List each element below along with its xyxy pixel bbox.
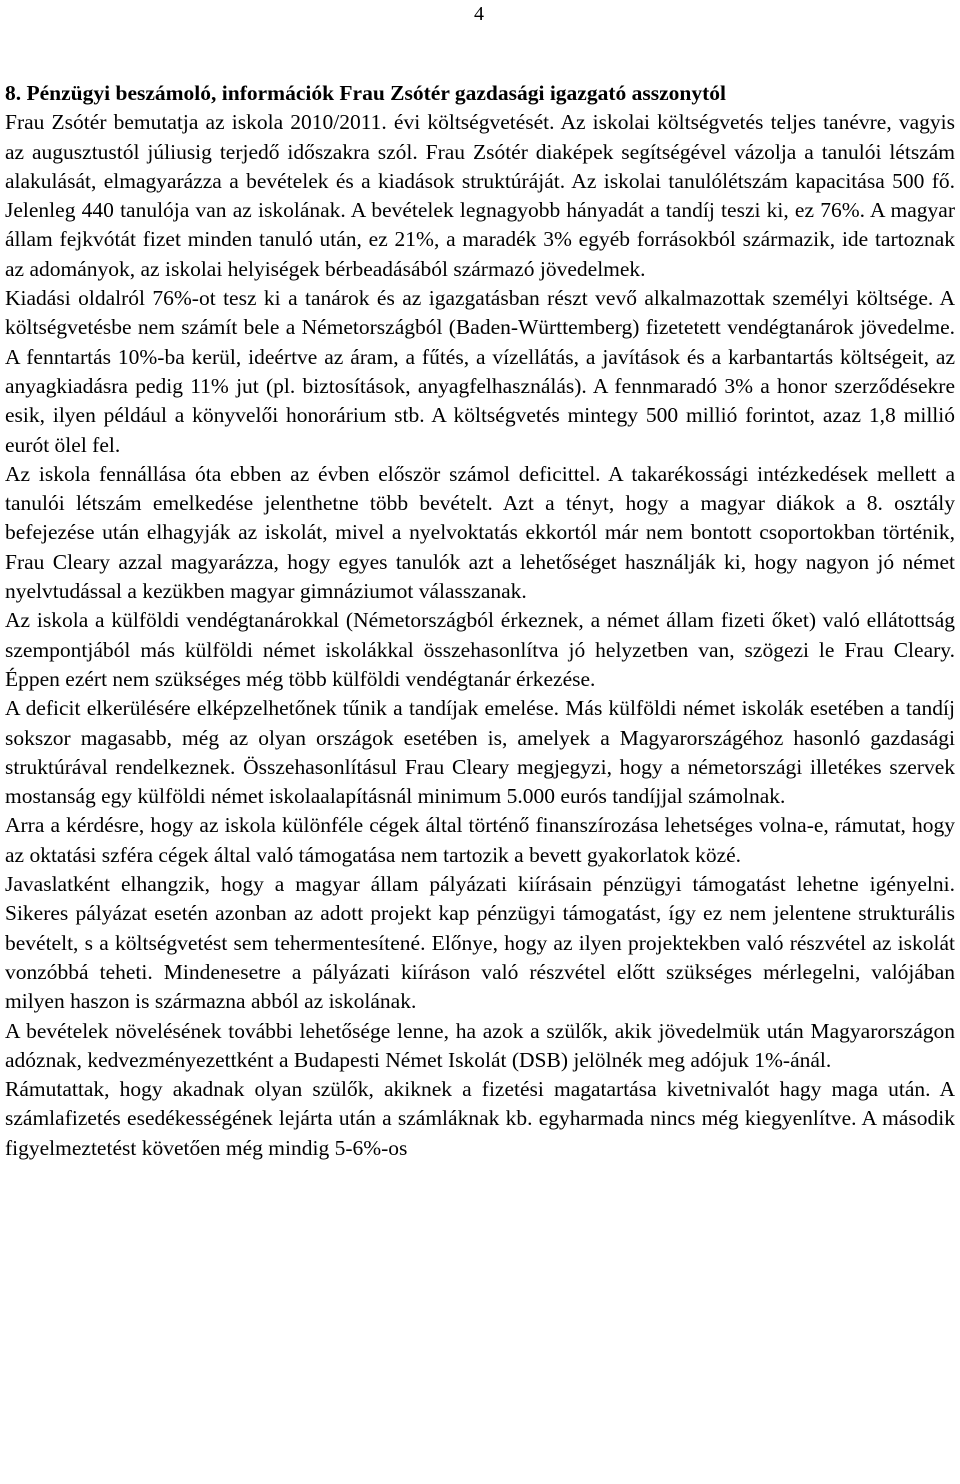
paragraph-payment-behaviour: Rámutattak, hogy akadnak olyan szülők, akiknek a fizetési magatartása kivetnivalót hagy maga után. A számlafizetés esedékességének lejárta után a számláknak kb. egyharmada nincs még kiegyenlítve. A második figyelmeztetést követően még mindig 5-6%-os — [5, 1077, 955, 1160]
paragraph-company-funding: Arra a kérdésre, hogy az iskola különféle cégek által történő finanszírozása lehetséges volna-e, rámutat, hogy az oktatási szféra cégek által való támogatása nem tartozik a bevett gyakorlatok közé. — [5, 813, 955, 867]
paragraph-tax-one-percent: A bevételek növelésének további lehetősége lenne, ha azok a szülők, akik jövedelmük után Magyarországon adóznak, kedvezményezettként a Budapesti Német Iskolát (DSB) jelölnék meg adójuk 1%-ánál. — [5, 1018, 955, 1072]
paragraph-budget-overview: Frau Zsótér bemutatja az iskola 2010/2011. évi költségvetését. Az iskolai költségvetés teljes tanévre, vagyis az augusztustól júliusig terjedő időszakra szól. Frau Zsótér diaképek segítségével vázolja a tanulói létszám alakulását, elmagyarázza a bevételek és a kiadások struktúráját. Az iskolai tanulólétszám kapacitása 500 fő. Jelenleg 440 tanulója van az iskolának. A bevételek legnagyobb hányadát a tandíj teszi ki, ez 76%. A magyar állam fejkvótát fizet minden tanuló után, ez 21%, a maradék 3% egyéb forrásokból származik, ide tartoznak az adományok, az iskolai helyiségek bérbeadásából származó jövedelmek. — [5, 110, 955, 281]
page-number: 4 — [474, 3, 484, 25]
paragraph-deficit: Az iskola fennállása óta ebben az évben először számol deficittel. A takarékossági intézkedések mellett a tanulói létszám emelkedése jelenthetne több bevételt. Azt a tényt, hogy a magyar diákok a 8. osztály befejezése után elhagyják az iskolát, mivel a nyelvoktatás ekkortól már nem bontott csoportokban történik, Frau Cleary azzal magyarázza, hogy egyes tanulók azt a lehetőséget használják ki, hogy nagyon jó német nyelvtudással a kezükben magyar gimnáziumot válasszanak. — [5, 461, 955, 604]
paragraph-guest-teachers: Az iskola a külföldi vendégtanárokkal (Németországból érkeznek, a német állam fizeti őket) való ellátottság szempontjából más külföldi német iskolákkal összehasonlítva jó helyzetben van, szögezi le Frau Cleary. Éppen ezért nem szükséges még több külföldi vendégtanár érkezése. — [5, 608, 955, 691]
paragraph-expenses: Kiadási oldalról 76%-ot tesz ki a tanárok és az igazgatásban részt vevő alkalmazottak személyi költsége. A költségvetésbe nem számít bele a Németországból (Baden-Württemberg) fizetetett vendégtanárok jövedelme. A fenntartás 10%-ba kerül, ideértve az áram, a fűtés, a vízellátás, a javítások és a karbantartás költségeit, az anyagkiadásra pedig 11% jut (pl. biztosítások, anyagfelhasználás). A fennmaradó 3% a honor szerződésekre esik, ilyen például a könyvelői honorárium stb. A költségvetés mintegy 500 millió forintot, azaz 1,8 millió eurót ölel fel. — [5, 286, 955, 457]
document-body — [5, 79, 955, 1163]
paragraph-tuition-increase: A deficit elkerülésére elképzelhetőnek tűnik a tandíjak emelése. Más külföldi német iskolák esetében a tandíj sokszor magasabb, még az olyan országok esetében is, amelyek a Magyarországéhoz hasonló gazdasági struktúrával rendelkeznek. Összehasonlításul Frau Cleary megjegyzi, hogy a németországi illetékes szervek mostanság egy külföldi német iskolaalapításnál minimum 5.000 eurós tandíjjal számolnak. — [5, 696, 955, 809]
section-heading: 8. Pénzügyi beszámoló, információk Frau Zsótér gazdasági igazgató asszonytól — [5, 81, 726, 105]
paragraph-grants: Javaslatként elhangzik, hogy a magyar állam pályázati kiírásain pénzügyi támogatást lehetne igényelni. Sikeres pályázat esetén azonban az adott projekt kap pénzügyi támogatást, így ez nem jelentene strukturális bevételt, s a költségvetést sem tehermentesítené. Előnye, hogy az ilyen projektekben való részvétel az iskolát vonzóbbá teheti. Mindenesetre a pályázati kiíráson való részvétel előtt szükséges mérlegelni, valójában milyen haszon is származna abból az iskolának. — [5, 872, 955, 1014]
